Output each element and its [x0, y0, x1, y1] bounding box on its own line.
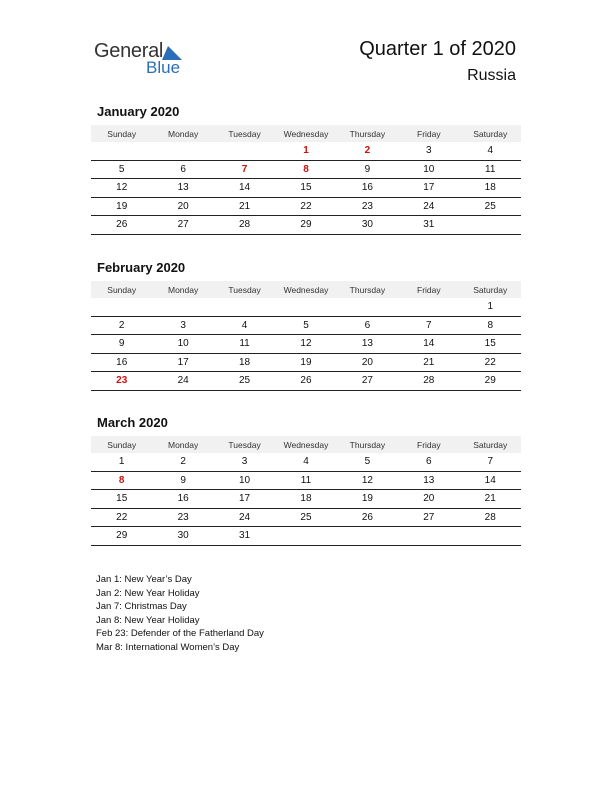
day-cell: 5 [303, 319, 309, 331]
day-cell: 24 [423, 200, 435, 212]
day-cell: 30 [361, 219, 373, 231]
day-cell: 18 [484, 182, 496, 194]
logo-text-blue: Blue [146, 58, 181, 77]
day-cell: 17 [238, 493, 251, 505]
day-cell: 10 [177, 338, 189, 350]
month-title: January 2020 [97, 104, 180, 119]
weekday-label: Friday [417, 128, 441, 139]
month-title: March 2020 [97, 415, 168, 430]
day-cell: 26 [361, 511, 373, 523]
day-cell: 19 [361, 493, 373, 505]
holiday-day-cell: 2 [364, 145, 371, 157]
day-cell: 18 [238, 356, 251, 368]
day-cell: 20 [423, 493, 435, 505]
day-cell: 29 [116, 530, 128, 542]
day-cell: 13 [361, 338, 373, 350]
holiday-day-cell: 1 [303, 145, 309, 157]
weekday-label: Thursday [349, 439, 386, 450]
day-cell: 27 [177, 219, 189, 231]
week-row [91, 490, 521, 509]
day-cell: 1 [118, 456, 125, 468]
page-title: Quarter 1 of 2020 [359, 38, 516, 60]
logo-text-general: General [94, 40, 164, 62]
day-cell: 15 [484, 338, 496, 350]
holiday-day-cell: 7 [241, 163, 248, 175]
week-row [91, 453, 521, 472]
weeks-container [91, 298, 521, 391]
weekday-label: Monday [168, 439, 199, 450]
week-row [91, 317, 521, 336]
brand-logo [94, 38, 194, 78]
day-cell: 20 [361, 356, 373, 368]
day-cell: 16 [177, 493, 189, 505]
weeks-container [91, 453, 521, 546]
day-cell: 11 [239, 338, 250, 350]
day-cell: 25 [484, 200, 496, 212]
day-cell: 16 [361, 182, 373, 194]
week-row [91, 354, 521, 373]
day-cell: 22 [484, 356, 496, 368]
day-cell: 6 [364, 319, 371, 331]
day-cell: 31 [423, 219, 435, 231]
day-cell: 15 [116, 493, 128, 505]
holiday-item: Mar 8: International Women’s Day [96, 641, 240, 653]
weekday-label: Friday [417, 284, 441, 295]
day-cell: 4 [487, 145, 494, 157]
day-cell: 6 [426, 456, 432, 468]
day-cell: 21 [238, 200, 251, 212]
weekday-label: Saturday [473, 284, 508, 295]
day-cell: 28 [238, 219, 251, 231]
day-cell: 21 [484, 493, 496, 505]
week-row [91, 161, 521, 180]
day-cell: 30 [177, 530, 189, 542]
day-cell: 12 [116, 182, 128, 194]
weekday-label: Wednesday [283, 128, 329, 139]
day-cell: 17 [177, 356, 189, 368]
day-cell: 8 [487, 319, 494, 331]
weekday-label: Thursday [349, 284, 386, 295]
month-calendar-february [91, 260, 521, 391]
day-cell: 20 [177, 200, 189, 212]
day-cell: 28 [423, 375, 435, 387]
country-name: Russia [467, 67, 516, 84]
holiday-item: Jan 8: New Year Holiday [96, 614, 200, 626]
month-calendar-january [91, 104, 521, 235]
day-cell: 5 [118, 163, 125, 175]
day-cell: 3 [180, 319, 186, 331]
weekday-label: Saturday [473, 439, 508, 450]
week-row [91, 335, 521, 354]
day-cell: 16 [116, 356, 128, 368]
day-cell: 9 [180, 474, 186, 486]
day-cell: 12 [300, 338, 312, 350]
day-cell: 12 [361, 474, 373, 486]
weekday-label: Saturday [473, 128, 508, 139]
holiday-item: Jan 2: New Year Holiday [96, 587, 200, 599]
day-cell: 23 [177, 511, 189, 523]
day-cell: 4 [241, 319, 248, 331]
day-cell: 3 [426, 145, 432, 157]
weekday-label: Monday [168, 284, 199, 295]
day-cell: 23 [361, 200, 373, 212]
week-row [91, 216, 521, 235]
day-cell: 11 [485, 163, 496, 175]
day-cell: 29 [300, 219, 312, 231]
day-cell: 11 [300, 474, 312, 486]
day-cell: 28 [484, 511, 496, 523]
day-cell: 25 [238, 375, 251, 387]
day-cell: 10 [423, 163, 435, 175]
holiday-list [96, 573, 264, 654]
weekday-label: Sunday [107, 284, 137, 295]
day-cell: 14 [238, 182, 251, 194]
holiday-item: Feb 23: Defender of the Fatherland Day [96, 628, 264, 639]
day-cell: 26 [116, 219, 128, 231]
day-cell: 14 [484, 474, 496, 486]
day-cell: 15 [300, 182, 312, 194]
week-row [91, 527, 521, 546]
day-cell: 27 [423, 511, 435, 523]
week-row [91, 198, 521, 217]
weekday-label: Thursday [349, 128, 386, 139]
day-cell: 14 [423, 338, 435, 350]
weekday-label: Tuesday [228, 284, 261, 295]
day-cell: 26 [300, 375, 312, 387]
day-cell: 7 [487, 456, 494, 468]
day-cell: 18 [300, 493, 312, 505]
day-cell: 6 [180, 163, 186, 175]
weekday-label: Wednesday [283, 284, 329, 295]
weeks-container [91, 142, 521, 235]
day-cell: 9 [118, 338, 125, 350]
holiday-day-cell: 8 [303, 163, 309, 175]
day-cell: 24 [177, 375, 189, 387]
day-cell: 13 [423, 474, 435, 486]
day-cell: 4 [303, 456, 309, 468]
week-row [91, 472, 521, 491]
weekday-header [91, 281, 521, 298]
day-cell: 27 [361, 375, 373, 387]
day-cell: 19 [300, 356, 312, 368]
weekday-label: Monday [168, 128, 199, 139]
weekday-label: Sunday [107, 128, 137, 139]
holiday-item: Jan 1: New Year’s Day [96, 574, 192, 585]
weekday-label: Tuesday [228, 439, 261, 450]
week-row [91, 179, 521, 198]
month-title: February 2020 [97, 260, 186, 275]
weekday-header [91, 125, 521, 142]
day-cell: 29 [484, 375, 496, 387]
day-cell: 17 [423, 182, 435, 194]
day-cell: 19 [116, 200, 128, 212]
weekday-label: Friday [417, 439, 441, 450]
day-cell: 7 [426, 319, 432, 331]
weekday-header [91, 436, 521, 453]
day-cell: 22 [116, 511, 128, 523]
day-cell: 10 [238, 474, 251, 486]
day-cell: 5 [364, 456, 371, 468]
day-cell: 3 [241, 456, 248, 468]
weekday-label: Tuesday [228, 128, 261, 139]
holiday-item: Jan 7: Christmas Day [96, 601, 187, 612]
weekday-label: Sunday [107, 439, 137, 450]
week-row [91, 509, 521, 528]
day-cell: 2 [118, 319, 125, 331]
month-calendar-march [91, 415, 521, 546]
day-cell: 1 [487, 301, 494, 313]
weekday-label: Wednesday [283, 439, 329, 450]
day-cell: 31 [238, 530, 251, 542]
holiday-day-cell: 23 [116, 375, 128, 387]
day-cell: 25 [300, 511, 312, 523]
day-cell: 24 [238, 511, 251, 523]
week-row [91, 372, 521, 391]
holiday-day-cell: 8 [118, 474, 125, 486]
week-row [91, 142, 521, 161]
day-cell: 13 [177, 182, 189, 194]
day-cell: 21 [423, 356, 435, 368]
day-cell: 9 [364, 163, 371, 175]
day-cell: 22 [300, 200, 312, 212]
week-row [91, 298, 521, 317]
day-cell: 2 [180, 456, 186, 468]
